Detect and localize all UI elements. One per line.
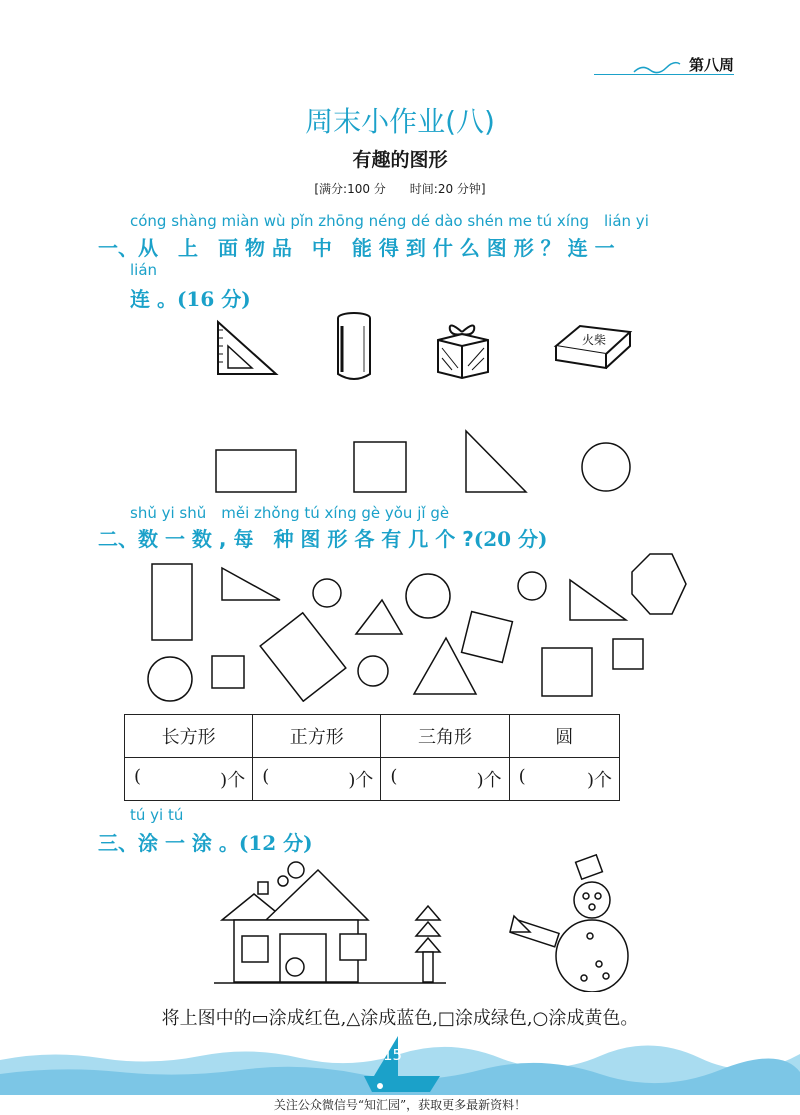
wave-ornament-icon	[632, 58, 682, 78]
smoke-circle[interactable]	[278, 876, 288, 886]
triangle-ruler-icon	[214, 318, 280, 378]
circle-shape	[358, 656, 388, 686]
q3-picture	[214, 852, 654, 992]
week-label: 第八周	[688, 56, 734, 74]
page-subtitle: 有趣的图形	[352, 149, 448, 171]
circle-shape	[148, 657, 192, 701]
square-shape	[212, 656, 244, 688]
q3-pinyin: tú yi tú	[130, 806, 184, 824]
q3-text: 三、涂 一 涂 。	[98, 831, 239, 855]
square-shape[interactable]	[354, 442, 406, 492]
q2-shapes-area	[130, 552, 710, 702]
rectangle-shape	[152, 564, 192, 640]
q1-pinyin-line1: cóng shàng miàn wù pǐn zhōng néng dé dào shén me tú xíng lián yi	[130, 212, 649, 230]
gift-box-icon	[432, 318, 494, 380]
square-shape	[613, 639, 643, 669]
triangle-shape	[222, 568, 280, 600]
tree-triangle[interactable]	[416, 922, 440, 936]
door-circle[interactable]	[286, 958, 304, 976]
answer-cell-square[interactable]: ( )个	[253, 758, 381, 801]
header-triangle: 三角形	[381, 715, 509, 758]
header-rectangle: 长方形	[125, 715, 253, 758]
hexagon-shape	[632, 554, 686, 614]
q2-text: 二、数 一 数 , 每 种 图 形 各 有 几 个 ?	[98, 527, 474, 551]
circle-shape	[518, 572, 546, 600]
rectangle-shape[interactable]	[216, 450, 296, 492]
q1-shape-row	[210, 425, 640, 500]
snowman-head[interactable]	[574, 882, 610, 918]
button-circle[interactable]	[587, 933, 593, 939]
q1-text-end: 连 。	[130, 287, 177, 311]
boat-icon	[364, 1076, 440, 1092]
smoke-circle[interactable]	[288, 862, 304, 878]
can-icon	[334, 310, 374, 384]
button-circle[interactable]	[596, 961, 602, 967]
q3-instruction: 将上图中的▭涂成红色,△涂成蓝色,□涂成绿色,○涂成黄色。	[161, 1008, 639, 1029]
q3-score: (12 分)	[238, 831, 313, 855]
button-circle[interactable]	[581, 975, 587, 981]
matchbox-icon	[552, 320, 634, 372]
answer-cell-circle[interactable]: ( )个	[509, 758, 619, 801]
page-title: 周末小作业(八)	[305, 105, 495, 138]
square-shape	[462, 612, 513, 663]
shape-count-table	[124, 714, 620, 801]
snowman-body[interactable]	[556, 920, 628, 992]
q2-score: (20 分)	[473, 527, 548, 551]
eye-circle[interactable]	[595, 893, 601, 899]
answer-cell-triangle[interactable]: ( )个	[381, 758, 509, 801]
header-circle: 圆	[509, 715, 619, 758]
tree-trunk[interactable]	[423, 952, 433, 982]
nose-circle[interactable]	[589, 904, 595, 910]
tree-triangle[interactable]	[416, 906, 440, 920]
answer-cell-rectangle[interactable]: ( )个	[125, 758, 253, 801]
eye-circle[interactable]	[583, 893, 589, 899]
square-shape	[542, 648, 592, 696]
window-square[interactable]	[340, 934, 366, 960]
circle-shape	[313, 579, 341, 607]
circle-shape	[406, 574, 450, 618]
page-number: 15	[383, 1046, 403, 1064]
tree-triangle[interactable]	[416, 938, 440, 952]
circle-shape[interactable]	[582, 443, 630, 491]
q2-pinyin: shǔ yi shǔ měi zhǒng tú xíng gè yǒu jǐ gè	[130, 504, 450, 522]
footer-note: 关注公众微信号“知汇园”，获取更多最新资料！	[273, 1098, 527, 1112]
triangle-shape	[570, 580, 626, 620]
rectangle-shape	[260, 613, 346, 701]
header-divider	[594, 74, 734, 75]
window-square[interactable]	[242, 936, 268, 962]
button-circle[interactable]	[603, 973, 609, 979]
q1-text-line2	[130, 283, 251, 312]
header-square: 正方形	[253, 715, 381, 758]
q1-score: (16 分)	[176, 287, 251, 311]
q2-text-line	[98, 523, 548, 552]
score-time-info: [满分:100 分 时间:20 分钟]	[314, 182, 486, 196]
matchbox-label: 火柴	[582, 333, 607, 347]
door-rectangle[interactable]	[280, 934, 326, 982]
chimney-square[interactable]	[258, 882, 268, 894]
q1-pinyin-line2: lián	[130, 261, 158, 279]
triangle-shape	[356, 600, 402, 634]
hat-square[interactable]	[576, 855, 603, 879]
triangle-shape[interactable]	[466, 431, 526, 492]
q1-text-line1: 一、从 上 面 物 品 中 能 得 到 什 么 图 形 ？ 连 一	[98, 236, 615, 260]
